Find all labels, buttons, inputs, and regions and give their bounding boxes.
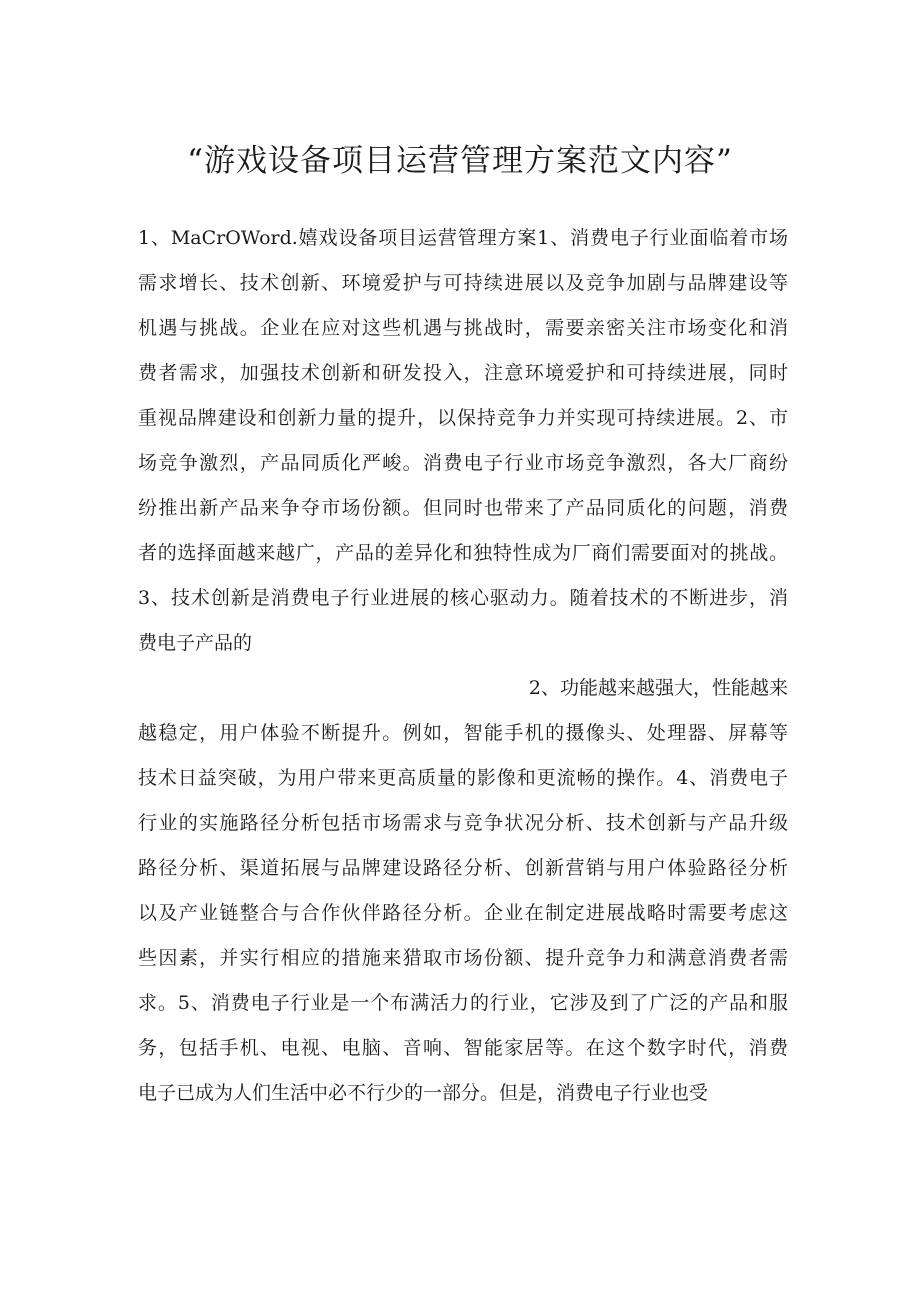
text-line: 越稳定，用户体验不断提升。例如，智能手机的摄像头、处理器、屏幕等 (138, 722, 788, 744)
text-line: 1、MaCrOWord.嬉戏设备项目运营管理方案1、消费电子行业面临着市场 (138, 227, 788, 249)
text-line: 费电子产品的 (138, 632, 253, 654)
text-line: 路径分析、渠道拓展与品牌建设路径分析、创新营销与用户体验路径分析 (138, 857, 788, 879)
text-line: 行业的实施路径分析包括市场需求与竞争状况分析、技术创新与产品升级 (138, 812, 788, 834)
text-line: 求。5、消费电子行业是一个布满活力的行业，它涉及到了广泛的产品和服 (138, 992, 788, 1014)
text-line: 以及产业链整合与合作伙伴路径分析。企业在制定进展战略时需要考虑这 (138, 902, 788, 924)
text-line: 电子已成为人们生活中必不行少的一部分。但是，消费电子行业也受 (138, 1082, 709, 1104)
text-line: 技术日益突破，为用户带来更高质量的影像和更流畅的操作。4、消费电子 (138, 767, 788, 789)
text-line: 些因素，并实行相应的措施来猎取市场份额、提升竞争力和满意消费者需 (138, 947, 788, 969)
text-line: 3、技术创新是消费电子行业进展的核心驱动力。随着技术的不断进步，消 (138, 587, 788, 609)
text-line: 重视品牌建设和创新力量的提升，以保持竞争力并实现可持续进展。2、市 (138, 407, 788, 429)
document-title: “游戏设备项目运营管理方案范文内容” (187, 143, 733, 179)
text-line: 务，包括手机、电视、电脑、音响、智能家居等。在这个数字时代，消费 (138, 1037, 788, 1059)
text-line: 费者需求，加强技术创新和研发投入，注意环境爱护和可持续进展，同时 (138, 362, 788, 384)
text-line: 需求增长、技术创新、环境爱护与可持续进展以及竞争加剧与品牌建设等 (138, 272, 788, 294)
text-line: 纷推出新产品来争夺市场份额。但同时也带来了产品同质化的问题，消费 (138, 497, 788, 519)
text-line: 机遇与挑战。企业在应对这些机遇与挑战时，需要亲密关注市场变化和消 (138, 317, 788, 339)
text-line-continued: 2、功能越来越强大，性能越来 (528, 677, 788, 699)
text-line: 者的选择面越来越广，产品的差异化和独特性成为厂商们需要面对的挑战。 (138, 542, 788, 564)
text-line: 场竞争激烈，产品同质化严峻。消费电子行业市场竞争激烈，各大厂商纷 (138, 452, 788, 474)
